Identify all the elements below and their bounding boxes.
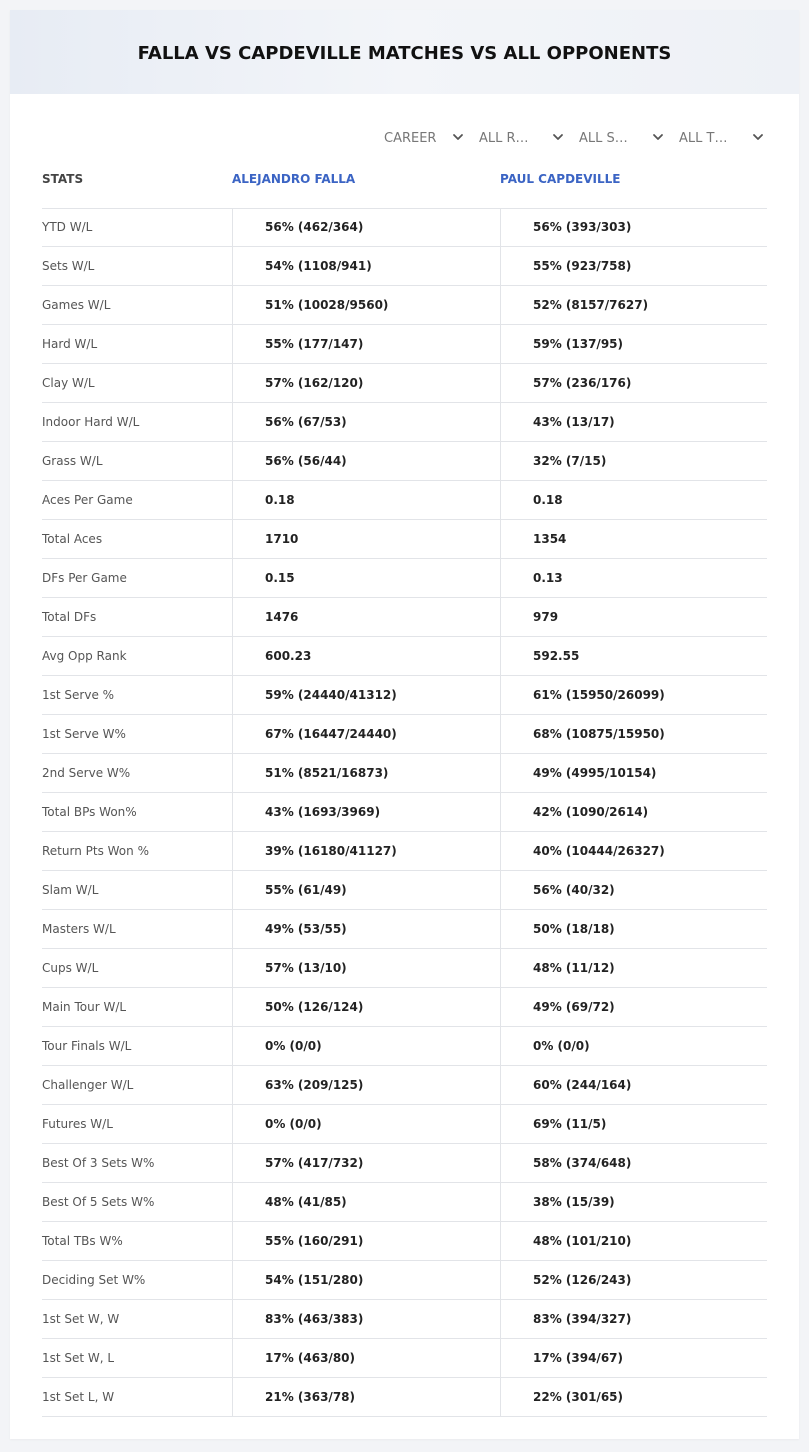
table-row [42, 988, 767, 1027]
table-row [42, 949, 767, 988]
table-row [42, 1027, 767, 1066]
chevron-down-icon [752, 131, 764, 143]
table-row [42, 1222, 767, 1261]
player2-stat-value: 979 [500, 598, 767, 636]
table-row [42, 208, 767, 247]
player2-stat-value: 43% (13/17) [500, 403, 767, 441]
player1-stat-value: 49% (53/55) [232, 910, 500, 948]
table-row [42, 1339, 767, 1378]
player2-stat-value: 56% (393/303) [500, 208, 767, 246]
player2-stat-value: 22% (301/65) [500, 1378, 767, 1416]
table-row [42, 364, 767, 403]
player1-stat-value: 0.15 [232, 559, 500, 597]
player2-stat-value: 49% (69/72) [500, 988, 767, 1026]
table-row [42, 715, 767, 754]
player2-stat-value: 58% (374/648) [500, 1144, 767, 1182]
player2-stat-value: 38% (15/39) [500, 1183, 767, 1221]
player1-stat-value: 600.23 [232, 637, 500, 675]
table-row [42, 871, 767, 910]
stat-label: Slam W/L [42, 883, 99, 897]
stat-label: 1st Serve % [42, 688, 115, 702]
table-row [42, 598, 767, 637]
player2-stat-value: 17% (394/67) [500, 1339, 767, 1377]
stat-label: Deciding Set W% [42, 1273, 146, 1287]
player2-stat-value: 57% (236/176) [500, 364, 767, 402]
stat-label: Avg Opp Rank [42, 649, 127, 663]
surface-filter-value: ALL S… [579, 130, 628, 146]
player1-stat-value: 21% (363/78) [232, 1378, 500, 1416]
table-row [42, 910, 767, 949]
stat-label: Total BPs Won% [42, 805, 137, 819]
player1-stat-value: 1710 [232, 520, 500, 558]
table-header [42, 170, 767, 209]
player1-stat-value: 57% (417/732) [232, 1144, 500, 1182]
table-row [42, 481, 767, 520]
player1-stat-value: 55% (61/49) [232, 871, 500, 909]
player2-stat-value: 83% (394/327) [500, 1300, 767, 1338]
table-row [42, 1261, 767, 1300]
player2-link[interactable]: PAUL CAPDEVILLE [500, 172, 621, 186]
player1-stat-value: 56% (56/44) [232, 442, 500, 480]
player1-stat-value: 67% (16447/24440) [232, 715, 500, 753]
stat-label: Aces Per Game [42, 493, 133, 507]
stat-label: Tour Finals W/L [42, 1039, 132, 1053]
stat-label: Best Of 3 Sets W% [42, 1156, 155, 1170]
stat-label: Cups W/L [42, 961, 99, 975]
player1-stat-value: 55% (160/291) [232, 1222, 500, 1260]
player2-stat-value: 52% (126/243) [500, 1261, 767, 1299]
player2-stat-value: 592.55 [500, 637, 767, 675]
player1-stat-value: 43% (1693/3969) [232, 793, 500, 831]
player1-stat-value: 54% (1108/941) [232, 247, 500, 285]
player1-stat-value: 55% (177/147) [232, 325, 500, 363]
round-filter-value: ALL R… [479, 130, 529, 146]
stat-label: Main Tour W/L [42, 1000, 127, 1014]
stat-label: Total DFs [42, 610, 97, 624]
table-row [42, 754, 767, 793]
player1-stat-value: 59% (24440/41312) [232, 676, 500, 714]
filter-bar [10, 128, 799, 148]
stat-label: Total Aces [42, 532, 103, 546]
table-row [42, 637, 767, 676]
stat-label: 2nd Serve W% [42, 766, 131, 780]
table-row [42, 442, 767, 481]
chevron-down-icon [652, 131, 664, 143]
chevron-down-icon [552, 131, 564, 143]
table-row [42, 325, 767, 364]
player2-stat-value: 1354 [500, 520, 767, 558]
card-header [10, 10, 799, 94]
stat-label: Sets W/L [42, 259, 95, 273]
chevron-down-icon [452, 131, 464, 143]
table-row [42, 1300, 767, 1339]
stat-label: 1st Set W, L [42, 1351, 115, 1365]
table-row [42, 559, 767, 598]
player1-stat-value: 57% (13/10) [232, 949, 500, 987]
player2-stat-value: 32% (7/15) [500, 442, 767, 480]
player1-stat-value: 54% (151/280) [232, 1261, 500, 1299]
table-row [42, 1144, 767, 1183]
player1-stat-value: 0.18 [232, 481, 500, 519]
tournament-filter-value: ALL T… [679, 130, 728, 146]
player2-stat-value: 60% (244/164) [500, 1066, 767, 1104]
period-filter-value: CAREER [384, 130, 437, 146]
player1-stat-value: 1476 [232, 598, 500, 636]
table-row [42, 1066, 767, 1105]
table-row [42, 520, 767, 559]
player1-stat-value: 56% (462/364) [232, 208, 500, 246]
stat-label: 1st Serve W% [42, 727, 126, 741]
table-row [42, 247, 767, 286]
player1-link[interactable]: ALEJANDRO FALLA [232, 172, 356, 186]
player1-stat-value: 0% (0/0) [232, 1105, 500, 1143]
stat-label: Challenger W/L [42, 1078, 134, 1092]
player2-stat-value: 40% (10444/26327) [500, 832, 767, 870]
player2-stat-value: 0.13 [500, 559, 767, 597]
table-row [42, 1105, 767, 1144]
player2-stat-value: 69% (11/5) [500, 1105, 767, 1143]
stat-label: 1st Set L, W [42, 1390, 115, 1404]
player2-stat-value: 48% (11/12) [500, 949, 767, 987]
player2-stat-value: 50% (18/18) [500, 910, 767, 948]
player1-stat-value: 39% (16180/41127) [232, 832, 500, 870]
stat-label: Return Pts Won % [42, 844, 149, 858]
player2-stat-value: 0.18 [500, 481, 767, 519]
page-title: FALLA VS CAPDEVILLE MATCHES VS ALL OPPONENTS [137, 42, 672, 64]
player2-stat-value: 42% (1090/2614) [500, 793, 767, 831]
table-row [42, 832, 767, 871]
player2-stat-value: 55% (923/758) [500, 247, 767, 285]
player2-stat-value: 52% (8157/7627) [500, 286, 767, 324]
player1-stat-value: 0% (0/0) [232, 1027, 500, 1065]
table-row [42, 286, 767, 325]
player1-stat-value: 51% (8521/16873) [232, 754, 500, 792]
player1-stat-value: 83% (463/383) [232, 1300, 500, 1338]
player1-stat-value: 50% (126/124) [232, 988, 500, 1026]
stat-label: Masters W/L [42, 922, 116, 936]
stat-label: 1st Set W, W [42, 1312, 120, 1326]
player1-stat-value: 17% (463/80) [232, 1339, 500, 1377]
player1-stat-value: 56% (67/53) [232, 403, 500, 441]
table-row [42, 676, 767, 715]
surface-filter-select[interactable] [579, 128, 664, 148]
table-row [42, 1183, 767, 1222]
stats-card [10, 10, 799, 1439]
player2-stat-value: 48% (101/210) [500, 1222, 767, 1260]
stats-column-header: STATS [42, 172, 84, 186]
tournament-filter-select[interactable] [679, 128, 764, 148]
player2-stat-value: 61% (15950/26099) [500, 676, 767, 714]
stat-label: Grass W/L [42, 454, 103, 468]
player1-stat-value: 57% (162/120) [232, 364, 500, 402]
period-filter-select[interactable] [384, 128, 464, 148]
table-row [42, 793, 767, 832]
stat-label: Clay W/L [42, 376, 95, 390]
player2-stat-value: 49% (4995/10154) [500, 754, 767, 792]
stat-label: Hard W/L [42, 337, 98, 351]
stat-label: YTD W/L [42, 220, 93, 234]
player2-stat-value: 56% (40/32) [500, 871, 767, 909]
stat-label: DFs Per Game [42, 571, 127, 585]
player2-stat-value: 68% (10875/15950) [500, 715, 767, 753]
table-row [42, 1378, 767, 1417]
player2-stat-value: 0% (0/0) [500, 1027, 767, 1065]
round-filter-select[interactable] [479, 128, 564, 148]
stat-label: Futures W/L [42, 1117, 113, 1131]
player1-stat-value: 63% (209/125) [232, 1066, 500, 1104]
player1-stat-value: 51% (10028/9560) [232, 286, 500, 324]
table-row [42, 403, 767, 442]
player1-stat-value: 48% (41/85) [232, 1183, 500, 1221]
stats-table-body [42, 208, 767, 1417]
player2-stat-value: 59% (137/95) [500, 325, 767, 363]
stat-label: Indoor Hard W/L [42, 415, 140, 429]
stat-label: Total TBs W% [42, 1234, 123, 1248]
stat-label: Games W/L [42, 298, 111, 312]
stat-label: Best Of 5 Sets W% [42, 1195, 155, 1209]
